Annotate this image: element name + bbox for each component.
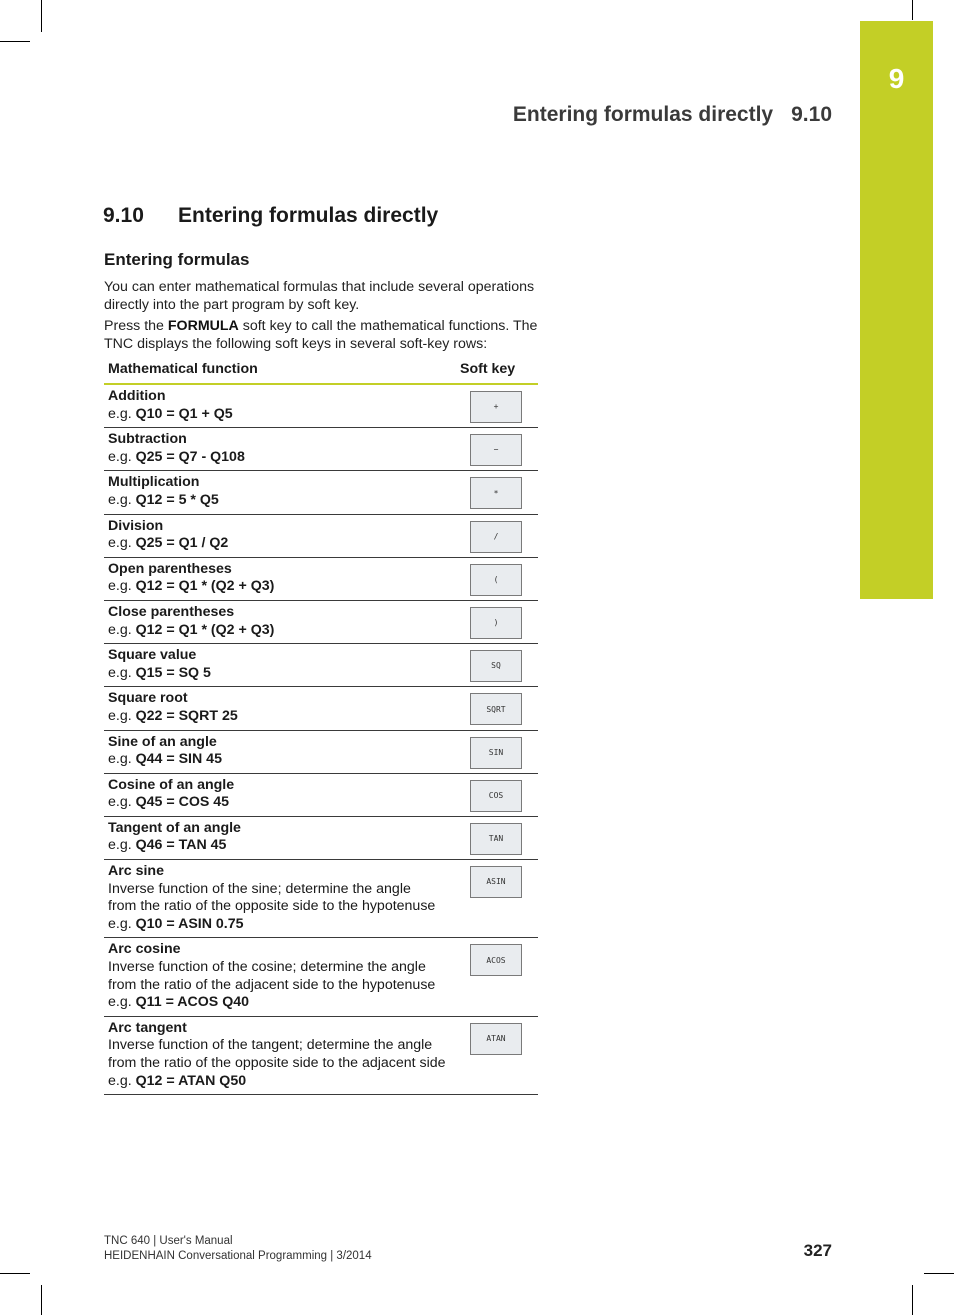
function-name: Close parentheses (108, 603, 235, 620)
table-row (104, 514, 538, 557)
example-formula: Q12 = Q1 * (Q2 + Q3) (135, 578, 275, 595)
section-title (103, 204, 438, 228)
function-example (108, 1073, 246, 1089)
example-formula: Q12 = 5 * Q5 (135, 491, 219, 508)
footer-manual: TNC 640 | User's Manual (104, 1235, 233, 1247)
table-row (104, 471, 538, 514)
function-explanation: Inverse function of the tangent; determine the angle (108, 1037, 433, 1054)
function-description (104, 557, 452, 600)
sub-heading: Entering formulas (104, 250, 250, 269)
function-example (108, 751, 222, 767)
softkey-button[interactable]: SIN (470, 737, 522, 769)
function-explanation: Inverse function of the sine; determine the angle (108, 880, 411, 897)
example-prefix: e.g. (108, 448, 136, 465)
chapter-number: 9 (888, 63, 905, 94)
function-name: Open parentheses (108, 560, 232, 577)
crop-mark (912, 0, 913, 20)
table-row (104, 557, 538, 600)
example-prefix: e.g. (108, 751, 136, 768)
example-prefix: e.g. (108, 994, 136, 1011)
function-name: Arc cosine (108, 941, 181, 958)
intro-paragraph: You can enter mathematical formulas that include several operations directly into the part program by soft key. (104, 279, 535, 313)
example-formula: Q10 = ASIN 0.75 (135, 915, 244, 932)
function-name: Tangent of an angle (108, 819, 241, 836)
running-header-number: 9.10 (791, 103, 832, 126)
softkey-button[interactable]: / (470, 521, 522, 553)
function-name: Sine of an angle (108, 733, 217, 750)
table-row (104, 644, 538, 687)
running-header (513, 103, 832, 127)
section-number: 9.10 (103, 204, 144, 227)
page-number: 327 (803, 1241, 832, 1260)
function-example (108, 837, 226, 853)
table-row (104, 687, 538, 730)
softkey-cell (452, 384, 538, 428)
example-prefix: e.g. (108, 491, 136, 508)
example-prefix: e.g. (108, 1072, 136, 1089)
example-prefix: e.g. (108, 578, 136, 595)
softkey-button[interactable]: * (470, 477, 522, 509)
table-row (104, 730, 538, 773)
function-example (108, 994, 249, 1010)
function-name: Multiplication (108, 474, 200, 491)
example-formula: Q45 = COS 45 (135, 794, 230, 811)
function-name: Square root (108, 690, 188, 707)
table-row (104, 938, 538, 1016)
function-example (108, 492, 219, 508)
example-prefix: e.g. (108, 535, 136, 552)
example-formula: Q25 = Q1 / Q2 (135, 535, 229, 552)
example-prefix: e.g. (108, 915, 136, 932)
softkey-button[interactable]: + (470, 391, 522, 423)
math-functions-table (104, 358, 538, 1095)
table-body (104, 384, 538, 1095)
function-name: Division (108, 517, 164, 534)
function-description (104, 514, 452, 557)
function-name: Arc sine (108, 863, 164, 880)
function-description (104, 600, 452, 643)
table-row (104, 1016, 538, 1094)
example-formula: Q15 = SQ 5 (135, 664, 211, 681)
function-description (104, 730, 452, 773)
function-example (108, 578, 274, 594)
softkey-button[interactable]: ( (470, 564, 522, 596)
function-description (104, 1016, 452, 1094)
function-description (104, 644, 452, 687)
crop-mark (912, 1285, 913, 1315)
function-explanation: from the ratio of the opposite side to the hypotenuse (108, 898, 436, 915)
example-prefix: e.g. (108, 405, 136, 422)
function-description (104, 428, 452, 471)
softkey-cell (452, 1016, 538, 1094)
table-row (104, 428, 538, 471)
table-row (104, 384, 538, 428)
section-title-text: Entering formulas directly (178, 204, 439, 227)
example-formula: Q11 = ACOS Q40 (135, 994, 250, 1011)
function-name: Arc tangent (108, 1019, 187, 1036)
softkey-cell (452, 938, 538, 1016)
function-name: Addition (108, 388, 166, 404)
function-description (104, 471, 452, 514)
example-prefix: e.g. (108, 837, 136, 854)
example-formula: Q12 = Q1 * (Q2 + Q3) (135, 621, 275, 638)
crop-mark (0, 1273, 30, 1274)
footer-publication: HEIDENHAIN Conversational Programming | 3/2014 (104, 1249, 372, 1262)
softkey-cell (452, 557, 538, 600)
softkey-cell (452, 687, 538, 730)
function-example (108, 406, 233, 422)
softkey-cell (452, 816, 538, 859)
press-before: Press the (104, 318, 168, 334)
press-paragraph (104, 318, 544, 353)
example-prefix: e.g. (108, 621, 136, 638)
softkey-cell (452, 514, 538, 557)
function-description (104, 773, 452, 816)
chapter-tab (860, 21, 933, 599)
example-formula: Q12 = ATAN Q50 (135, 1072, 247, 1089)
crop-mark (924, 1273, 954, 1274)
footer (104, 1234, 372, 1263)
table-row (104, 860, 538, 938)
softkey-button[interactable]: SQRT (470, 693, 522, 725)
table-row (104, 600, 538, 643)
softkey-button[interactable]: SQ (470, 650, 522, 682)
example-prefix: e.g. (108, 794, 136, 811)
crop-mark (41, 1285, 42, 1315)
example-formula: Q10 = Q1 + Q5 (135, 405, 233, 422)
function-example (108, 665, 211, 681)
table-row (104, 816, 538, 859)
softkey-cell (452, 773, 538, 816)
softkey-button[interactable]: TAN (470, 823, 522, 855)
softkey-cell (452, 860, 538, 938)
softkey-button[interactable]: ) (470, 607, 522, 639)
header-softkey: Soft key (452, 358, 538, 384)
example-prefix: e.g. (108, 707, 136, 724)
function-explanation: from the ratio of the opposite side to the adjacent side (108, 1055, 446, 1071)
softkey-button[interactable]: COS (470, 780, 522, 812)
example-formula: Q44 = SIN 45 (135, 751, 222, 768)
function-name: Square value (108, 647, 197, 664)
softkey-button[interactable]: ATAN (470, 1023, 522, 1055)
function-explanation: from the ratio of the adjacent side to the hypotenuse (108, 976, 436, 993)
softkey-button[interactable]: − (470, 434, 522, 466)
function-name: Subtraction (108, 431, 187, 448)
example-formula: Q25 = Q7 - Q108 (135, 448, 245, 465)
function-name: Cosine of an angle (108, 776, 235, 793)
example-prefix: e.g. (108, 664, 136, 681)
crop-mark (41, 0, 42, 32)
softkey-cell (452, 730, 538, 773)
softkey-cell (452, 600, 538, 643)
function-example (108, 535, 228, 551)
example-formula: Q22 = SQRT 25 (135, 707, 238, 724)
function-example (108, 449, 245, 465)
softkey-cell (452, 428, 538, 471)
function-example (108, 622, 274, 638)
example-formula: Q46 = TAN 45 (135, 837, 227, 854)
function-description (104, 938, 452, 1016)
function-explanation: Inverse function of the cosine; determine the angle (108, 959, 426, 976)
softkey-cell (452, 471, 538, 514)
softkey-button[interactable]: ACOS (470, 944, 522, 976)
function-description (104, 860, 452, 938)
table-header-row (104, 358, 538, 384)
function-description (104, 816, 452, 859)
running-header-title: Entering formulas directly (512, 103, 774, 126)
function-example (108, 794, 229, 810)
function-description (104, 687, 452, 730)
function-example (108, 708, 238, 724)
table-row (104, 773, 538, 816)
softkey-button[interactable]: ASIN (470, 866, 522, 898)
header-function: Mathematical function (104, 358, 452, 384)
formula-key-label: FORMULA (167, 318, 239, 334)
function-description (104, 384, 452, 428)
function-example (108, 916, 244, 932)
softkey-cell (452, 644, 538, 687)
press-after: soft key to call the mathematical functions. The TNC displays the following soft keys in several soft-key rows: (104, 318, 538, 352)
crop-mark (0, 41, 30, 42)
